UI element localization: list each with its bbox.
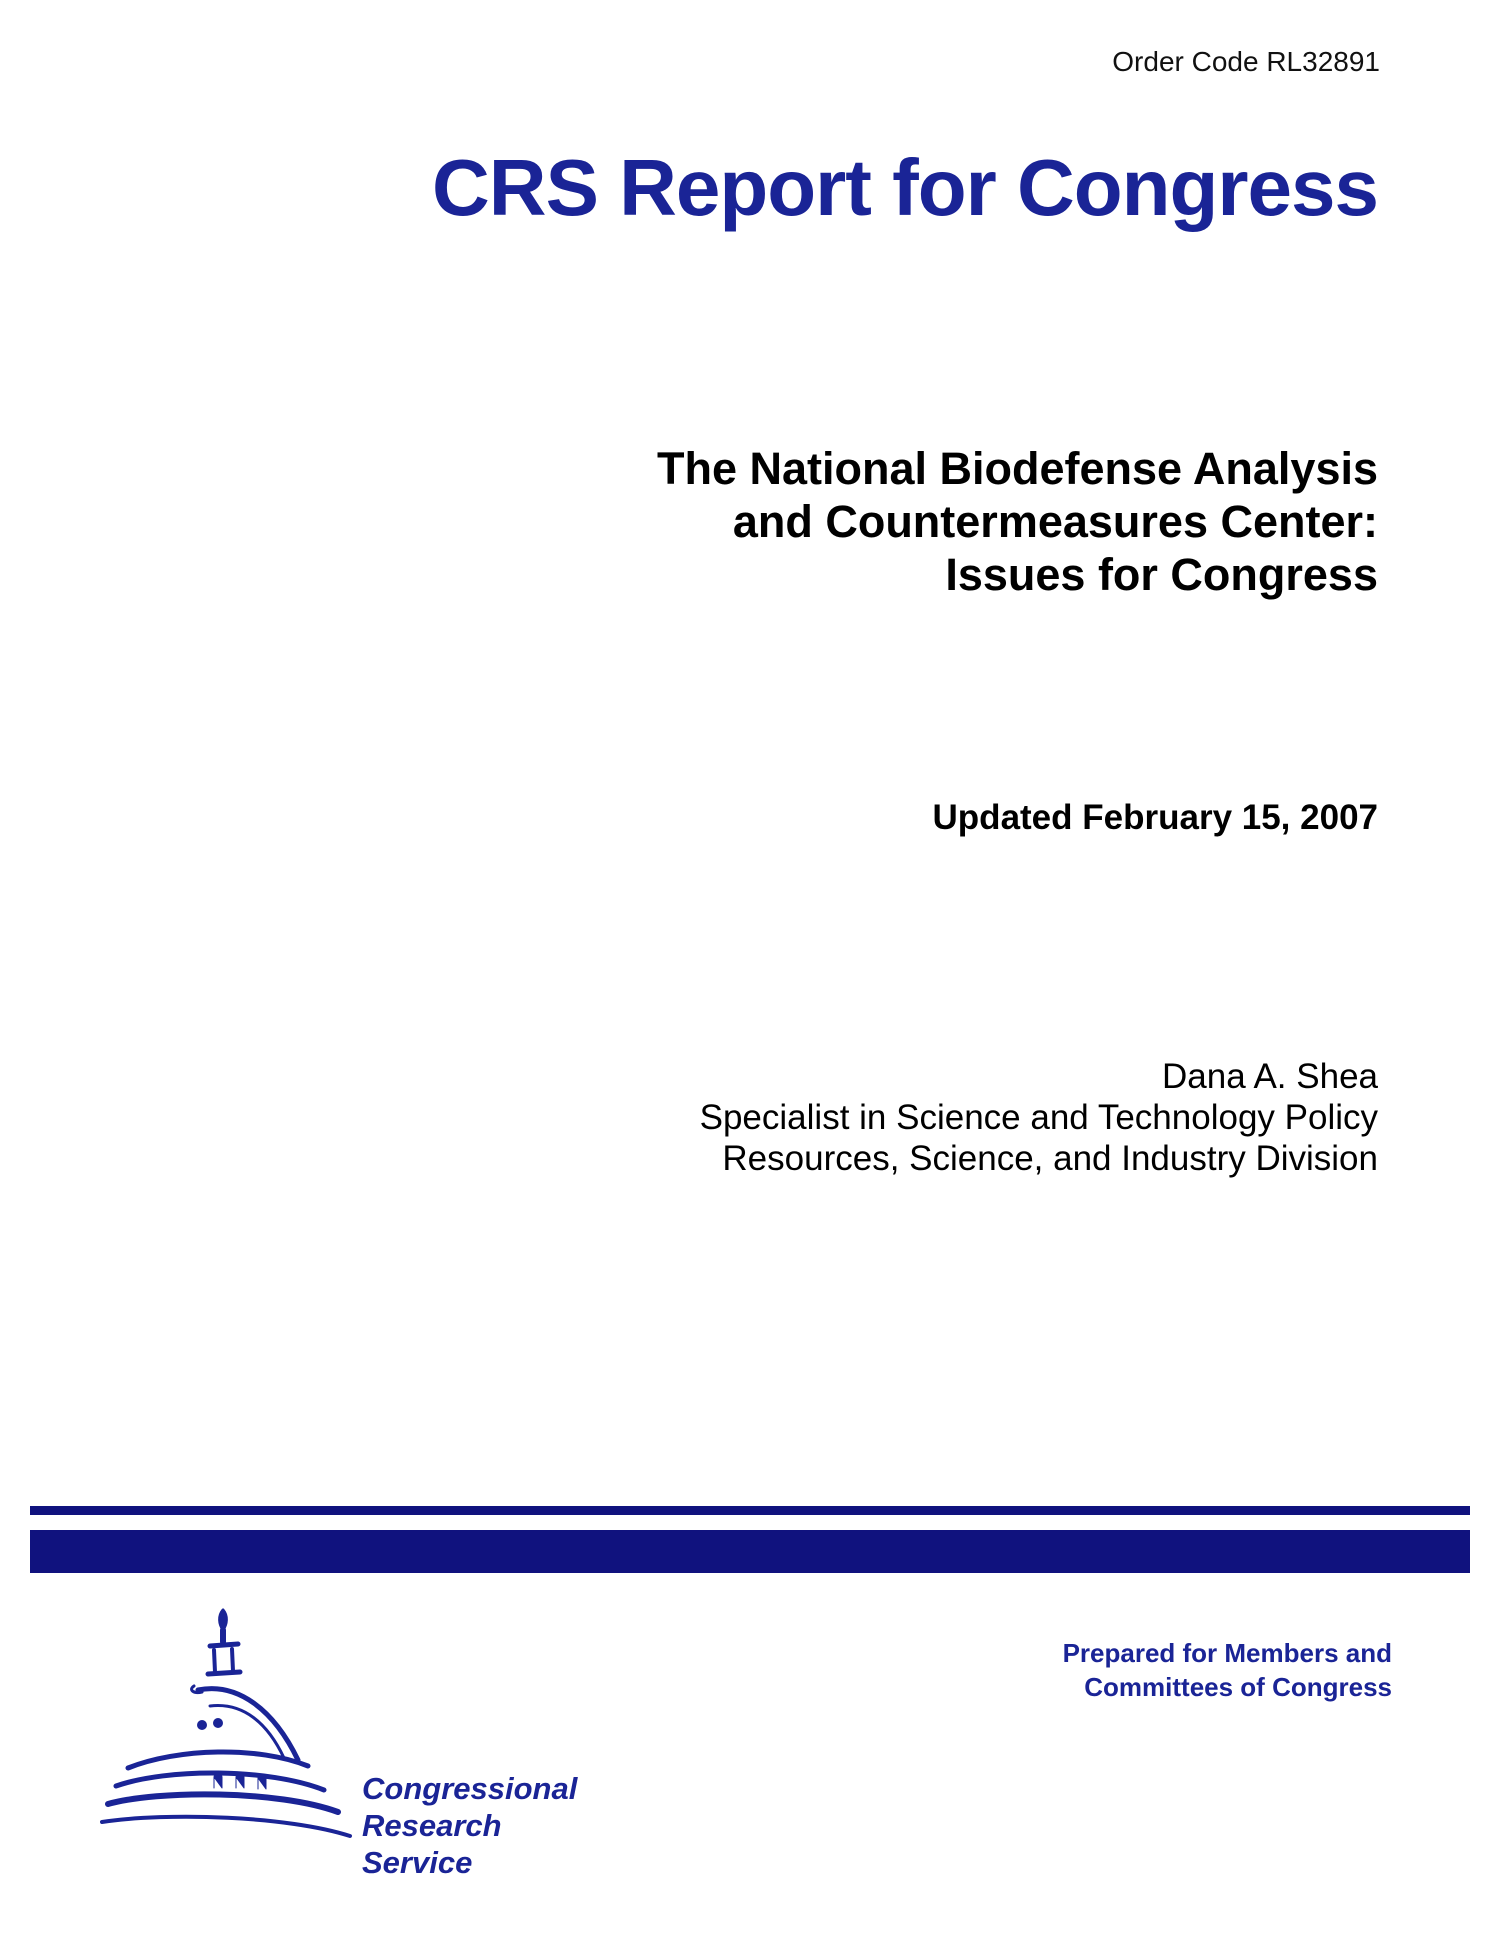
author-name: Dana A. Shea xyxy=(1162,1057,1378,1096)
report-title-line: Issues for Congress xyxy=(945,549,1378,600)
crs-wordmark-line: Service xyxy=(362,1845,473,1880)
prepared-for-line: Prepared for Members and xyxy=(1062,1638,1392,1668)
prepared-for xyxy=(1063,1636,1392,1704)
report-title-line: and Countermeasures Center: xyxy=(732,496,1378,547)
updated-date: Updated February 15, 2007 xyxy=(932,798,1378,837)
author-division: Resources, Science, and Industry Division xyxy=(722,1139,1378,1178)
report-title-line: The National Biodefense Analysis xyxy=(656,443,1378,494)
order-code: Order Code RL32891 xyxy=(1112,46,1380,77)
divider-rule-thin xyxy=(30,1506,1470,1515)
author-block xyxy=(700,1056,1378,1179)
series-title: CRS Report for Congress xyxy=(432,143,1378,232)
crs-wordmark-line: Congressional xyxy=(362,1771,578,1806)
crs-wordmark-line: Research xyxy=(362,1808,502,1843)
divider-rule-thick xyxy=(30,1530,1470,1573)
report-title xyxy=(657,442,1378,601)
capitol-dome-icon xyxy=(98,1590,398,1890)
author-position: Specialist in Science and Technology Policy xyxy=(699,1098,1378,1137)
crs-wordmark xyxy=(362,1770,577,1881)
prepared-for-line: Committees of Congress xyxy=(1084,1672,1392,1702)
